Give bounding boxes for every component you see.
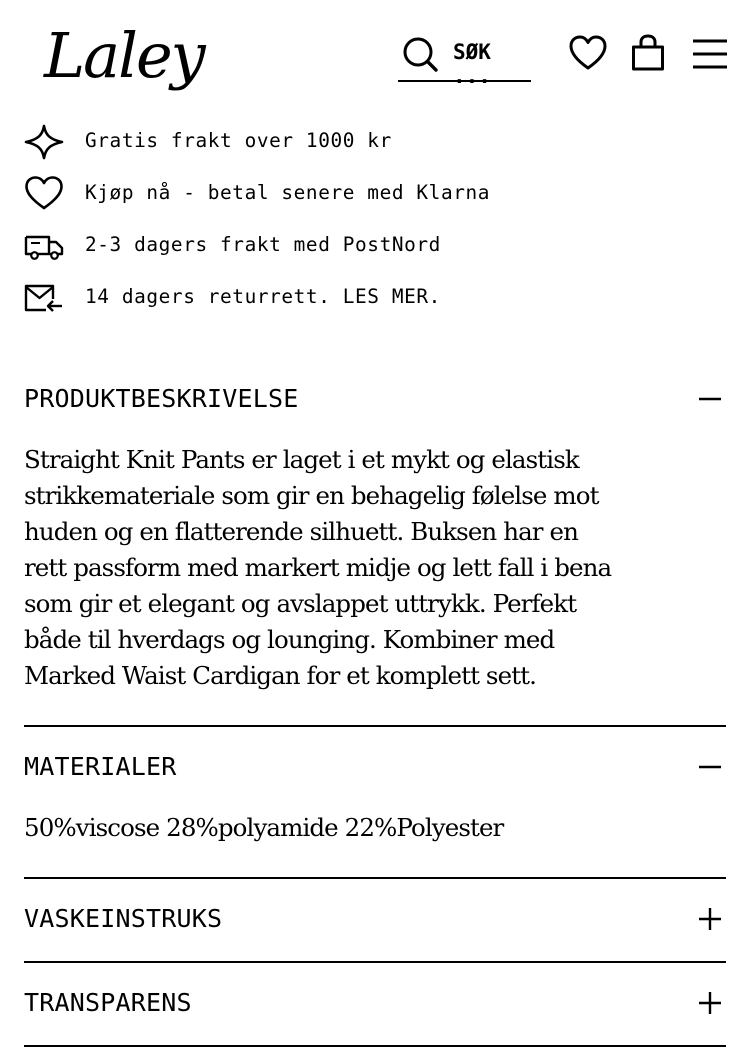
usp-postnord: [24, 226, 724, 266]
search-field[interactable]: [398, 30, 531, 88]
usp-text: Kjøp nå - betal senere med Klarna: [85, 181, 491, 204]
description-line: huden og en flatterende silhuett. Buksen har en: [24, 517, 578, 546]
plus-icon[interactable]: [698, 991, 722, 1015]
usp-text: Gratis frakt over 1000 kr: [85, 129, 392, 152]
divider: [24, 877, 726, 879]
usp-returns[interactable]: [24, 278, 724, 318]
wishlist-heart-icon[interactable]: [569, 34, 607, 74]
description-line: rett passform med markert midje og lett fall i bena: [24, 553, 612, 582]
product-description: [24, 442, 726, 694]
description-line: strikkemateriale som gir en behagelig følelse mot: [24, 481, 599, 510]
materials-line: 50%viscose 28%polyamide 22%Polyester: [24, 813, 504, 842]
site-header: [0, 0, 750, 110]
usp-text: 14 dagers returrett. LES MER.: [85, 285, 441, 308]
usp-text: 2-3 dagers frakt med PostNord: [85, 233, 441, 256]
search-label: SØK ...: [453, 40, 491, 88]
delivery-truck-icon: [24, 226, 64, 266]
accordion-header-produktbeskrivelse[interactable]: PRODUKTBESKRIVELSE: [24, 384, 299, 413]
accordion-header-materialer[interactable]: MATERIALER: [24, 752, 177, 781]
description-line: Marked Waist Cardigan for et komplett sett.: [24, 661, 536, 690]
description-line: både til hverdags og lounging. Kombiner med: [24, 625, 555, 654]
description-line: Straight Knit Pants er laget i et mykt og elastisk: [24, 445, 579, 474]
minus-icon[interactable]: [698, 387, 722, 411]
divider: [24, 725, 726, 727]
materials-text: [24, 810, 726, 846]
accordion-header-transparens[interactable]: TRANSPARENS: [24, 988, 192, 1017]
usp-klarna: [24, 174, 724, 214]
menu-hamburger-icon[interactable]: [692, 38, 728, 70]
divider: [24, 961, 726, 963]
brand-logo[interactable]: Laley: [44, 19, 204, 92]
divider: [24, 1045, 726, 1047]
sparkle-icon: [24, 122, 64, 162]
accordion-header-vaskeinstruks[interactable]: VASKEINSTRUKS: [24, 904, 223, 933]
description-line: som gir et elegant og avslappet uttrykk. Perfekt: [24, 589, 577, 618]
minus-icon[interactable]: [698, 755, 722, 779]
heart-icon: [24, 174, 64, 214]
usp-free-shipping: [24, 122, 724, 162]
return-mail-icon: [24, 278, 64, 318]
search-icon: [400, 35, 440, 75]
plus-icon[interactable]: [698, 907, 722, 931]
shopping-bag-icon[interactable]: [630, 34, 666, 74]
